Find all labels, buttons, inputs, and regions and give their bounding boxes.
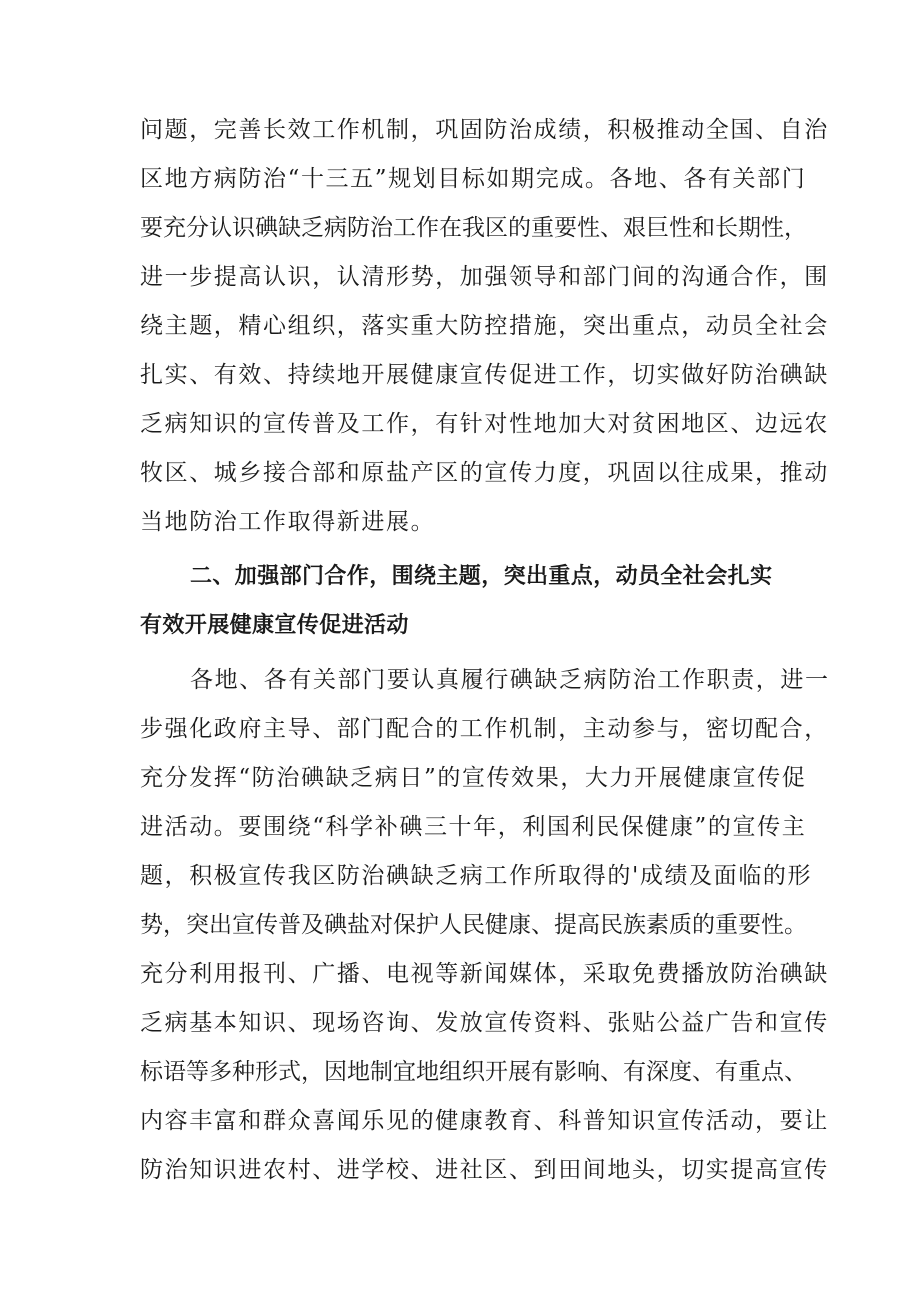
text-line: 充分发挥“防治碘缺乏病日”的宣传效果，大力开展健康宣传促 [140, 765, 807, 791]
text-line: 区地方病防治“十三五”规划目标如期完成。各地、各有关部门 [140, 166, 807, 192]
text-line: 乏病基本知识、现场咨询、发放宣传资料、张贴公益广告和宣传 [140, 1010, 829, 1036]
text-line: 进一步提高认识，认清形势，加强领导和部门间的沟通合作，围 [140, 264, 829, 290]
text-line: 标语等多种形式，因地制宜地组织开展有影响、有深度、有重点、 [140, 1059, 807, 1085]
text-line: 各地、各有关部门要认真履行碘缺乏病防治工作职责，进一 [190, 667, 830, 693]
text-line: 题，积极宣传我区防治碘缺乏病工作所取得的'成绩及面临的形 [140, 863, 813, 889]
text-line: 进活动。要围绕“科学补碘三十年，利国利民保健康”的宣传主 [140, 814, 807, 840]
text-line: 乏病知识的宣传普及工作，有针对性地加大对贫困地区、边远农 [140, 411, 829, 437]
text-line: 充分利用报刊、广播、电视等新闻媒体，采取免费播放防治碘缺 [140, 961, 829, 987]
text-line: 问题，完善长效工作机制，巩固防治成绩，积极推动全国、自治 [140, 117, 829, 143]
heading-line: 有效开展健康宣传促进活动 [140, 613, 409, 638]
text-line: 内容丰富和群众喜闻乐见的健康教育、科普知识宣传活动，要让 [140, 1108, 829, 1134]
text-line: 绕主题，精心组织，落实重大防控措施，突出重点，动员全社会 [140, 313, 829, 339]
text-line: 牧区、城乡接合部和原盐产区的宣传力度，巩固以往成果，推动 [140, 460, 829, 486]
text-line: 防治知识进农村、进学校、进社区、到田间地头，切实提高宣传 [140, 1157, 829, 1183]
text-line: 势，突出宣传普及碘盐对保护人民健康、提高民族素质的重要性。 [140, 912, 807, 938]
text-line: 当地防治工作取得新进展。 [140, 509, 436, 535]
text-line: 步强化政府主导、部门配合的工作机制，主动参与，密切配合， [140, 716, 829, 742]
text-line: 扎实、有效、持续地开展健康宣传促进工作，切实做好防治碘缺 [140, 362, 829, 388]
text-line: 要充分认识碘缺乏病防治工作在我区的重要性、艰巨性和长期性， [140, 215, 807, 241]
heading-line: 二、加强部门合作，围绕主题，突出重点，动员全社会扎实 [190, 564, 773, 589]
